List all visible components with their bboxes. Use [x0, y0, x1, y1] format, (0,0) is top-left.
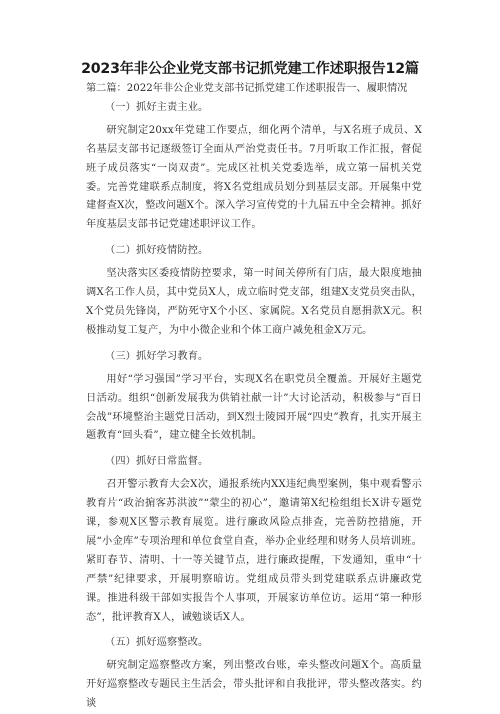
section-heading-4: （四）抓好日常监督。	[105, 456, 209, 468]
section-heading-5: （五）抓好巡察整改。	[105, 637, 209, 649]
section-heading-2: （二）抓好疫情防控。	[105, 245, 209, 257]
section-paragraph-5: 研究制定巡察整改方案，列出整改台账，牵头整改问题X个。高质量开好巡察整改专题民主生活会，带头批评和自我批评，带头整改落实。约谈	[86, 660, 422, 710]
section-paragraph-3: 用好“学习强国”学习平台，实现X名在职党员全覆盖。开展好主题党日活动。组织“创新发展我为供销社献一计”大讨论活动，积极参与“百日会战”环境整治主题党日活动，到X烈士陵园开展“四史”教育，扎实开展主题教育“回头看”，建立健全长效机制。	[86, 373, 422, 442]
section-paragraph-4: 召开警示教育大会X次，通报系统内XX违纪典型案例，集中观看警示教育片“政治掮客苏洪波”“蒙尘的初心”，邀请第X纪检组组长X讲专题党课，参观X区警示教育展览。进行廉政风险点排查，完善防控措施，开展“小金库”专项治理和单位食堂自查，举办企业经理和财务人员培训班。紧盯春节、清明、十一等关键节点，进行廉政提醒，下发通知，重申“十严禁”纪律要求，开展明察暗访。党组成员带头到党建联系点讲廉政党课。推进科级干部如实报告个人事项，开展家访单位访。运用“第一种形态”，批评教育X人，诫勉谈话X人。	[86, 479, 422, 623]
section-paragraph-2: 坚决落实区委疫情防控要求，第一时间关停所有门店，最大限度地抽调X名工作人员，其中党员X人，成立临时党支部，组建X支党员突击队，X个党员先锋岗，严防死守X个小区、家属院。X名党员自愿捐款X元。积极推动复工复产，为中小微企业和个体工商户减免租金X万元。	[86, 268, 422, 336]
document-subtitle: 第二篇：2022年非公企业党支部书记抓党建工作述职报告一、履职情况	[86, 83, 408, 94]
document-title: 2023年非公企业党支部书记抓党建工作述职报告12篇	[81, 61, 419, 77]
section-heading-1: （一）抓好主责主业。	[105, 101, 209, 113]
section-heading-3: （三）抓好学习教育。	[105, 350, 209, 362]
document-body	[86, 80, 422, 714]
section-paragraph-1: 研究制定20xx年党建工作要点，细化两个清单，与X名班子成员、X名基层支部书记逐级签订全面从严治党责任书。7月听取工作汇报，督促班子成员落实“一岗双责”。完成区社机关党委选举，成立第一届机关党委。完善党建联系点制度，将X名党组成员划分到基层支部。开展集中党建督查X次，整改问题X个。深入学习宣传党的十九届五中全会精神。抓好年度基层支部书记党建述职评议工作。	[86, 124, 422, 231]
